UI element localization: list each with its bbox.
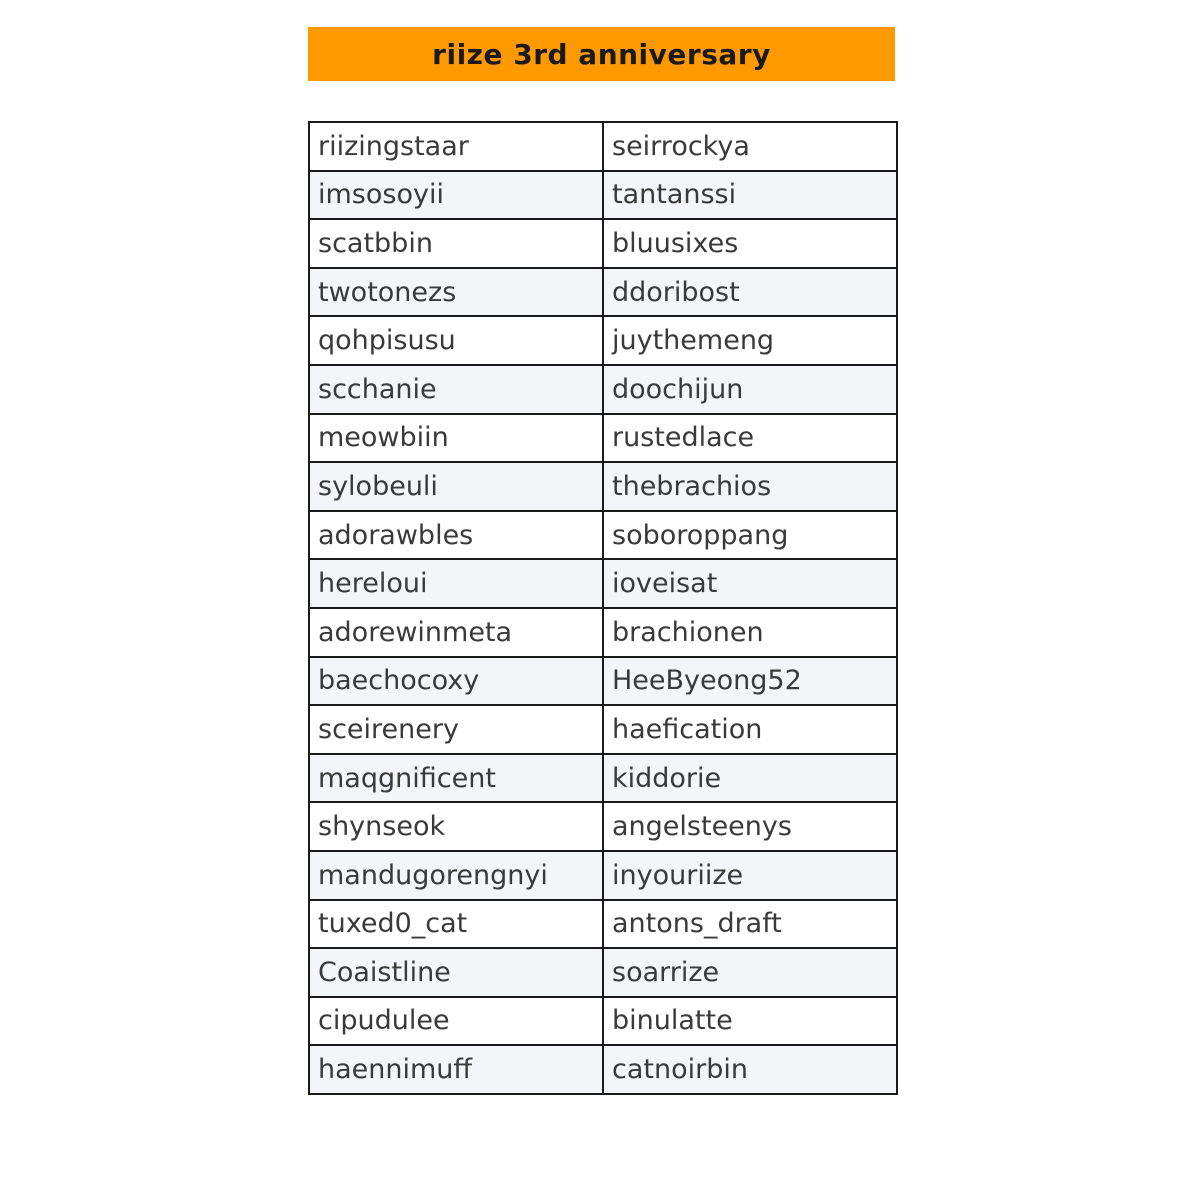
title-banner (308, 27, 895, 81)
table-row (309, 997, 897, 1046)
table-row (309, 462, 897, 511)
table-row (309, 219, 897, 268)
table-cell-left: scchanie (309, 365, 603, 414)
table-cell-left: sceirenery (309, 705, 603, 754)
table-cell-left: scatbbin (309, 219, 603, 268)
table-cell-right: antons_draft (603, 900, 897, 949)
table-cell-left: imsosoyii (309, 171, 603, 220)
table-cell-left: baechocoxy (309, 657, 603, 706)
table-row (309, 802, 897, 851)
table-cell-right: juythemeng (603, 316, 897, 365)
table-row (309, 900, 897, 949)
table-cell-right: rustedlace (603, 414, 897, 463)
table-cell-right: kiddorie (603, 754, 897, 803)
table-cell-left: adorawbles (309, 511, 603, 560)
table-row (309, 1045, 897, 1094)
table-row (309, 365, 897, 414)
table-cell-right: doochijun (603, 365, 897, 414)
table-cell-right: ioveisat (603, 559, 897, 608)
table-row (309, 414, 897, 463)
table-row (309, 657, 897, 706)
table-cell-left: tuxed0_cat (309, 900, 603, 949)
table-row (309, 559, 897, 608)
table-cell-left: cipudulee (309, 997, 603, 1046)
table-cell-left: maqgnificent (309, 754, 603, 803)
table-row (309, 122, 897, 171)
table-cell-left: haennimuff (309, 1045, 603, 1094)
table-cell-right: tantanssi (603, 171, 897, 220)
table-cell-right: seirrockya (603, 122, 897, 171)
table-cell-left: shynseok (309, 802, 603, 851)
table-cell-right: haefication (603, 705, 897, 754)
name-table-body (309, 122, 897, 1094)
table-cell-left: mandugorengnyi (309, 851, 603, 900)
table-cell-right: soboroppang (603, 511, 897, 560)
table-cell-right: bluusixes (603, 219, 897, 268)
table-row (309, 948, 897, 997)
table-cell-right: binulatte (603, 997, 897, 1046)
table-row (309, 851, 897, 900)
table-cell-left: meowbiin (309, 414, 603, 463)
table-row (309, 316, 897, 365)
table-cell-left: sylobeuli (309, 462, 603, 511)
table-cell-left: Coaistline (309, 948, 603, 997)
name-table (308, 121, 898, 1095)
table-row (309, 511, 897, 560)
table-cell-left: riizingstaar (309, 122, 603, 171)
table-cell-left: twotonezs (309, 268, 603, 317)
table-cell-right: HeeByeong52 (603, 657, 897, 706)
table-cell-right: ddoribost (603, 268, 897, 317)
page-title: riize 3rd anniversary (432, 37, 771, 71)
table-row (309, 705, 897, 754)
table-cell-right: thebrachios (603, 462, 897, 511)
table-row (309, 171, 897, 220)
table-cell-right: angelsteenys (603, 802, 897, 851)
table-row (309, 268, 897, 317)
table-cell-right: soarrize (603, 948, 897, 997)
table-cell-right: inyouriize (603, 851, 897, 900)
table-cell-left: qohpisusu (309, 316, 603, 365)
table-cell-left: adorewinmeta (309, 608, 603, 657)
table-cell-right: catnoirbin (603, 1045, 897, 1094)
table-row (309, 608, 897, 657)
table-cell-right: brachionen (603, 608, 897, 657)
table-cell-left: hereloui (309, 559, 603, 608)
table-row (309, 754, 897, 803)
